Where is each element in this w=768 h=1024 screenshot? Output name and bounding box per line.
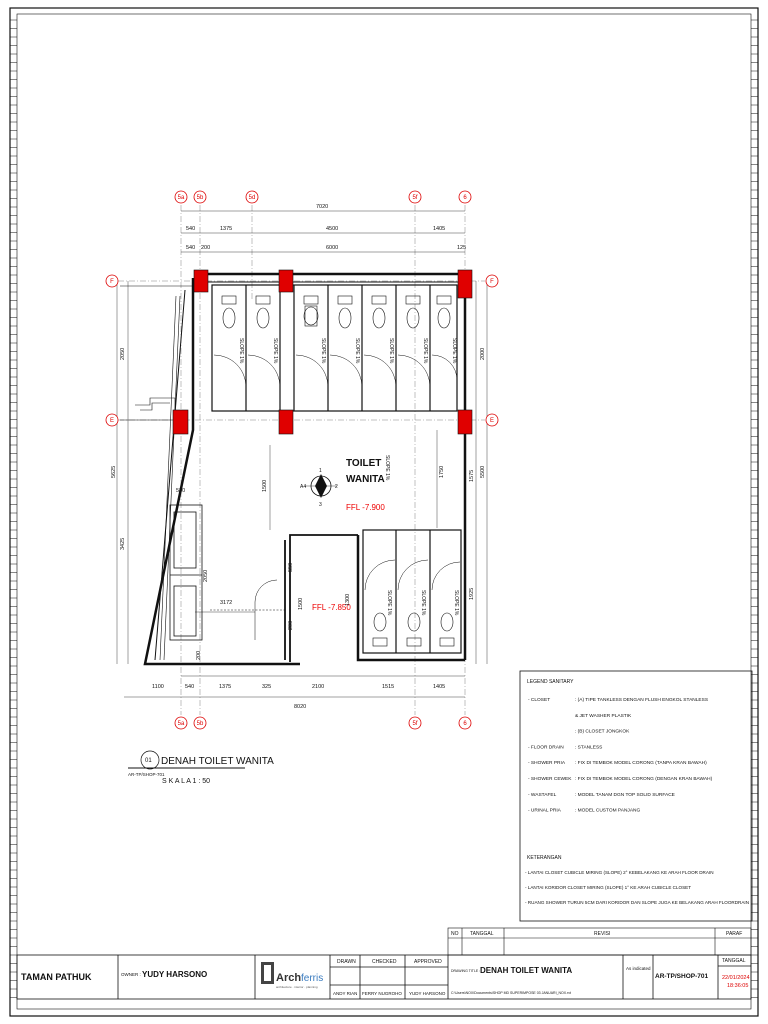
grid-top-5f: 5f [412,195,418,201]
grid-bot-5a: 5a [177,721,185,727]
notes-title: KETERANGAN [527,855,562,861]
section-marker [300,468,338,508]
slope-label-1: SLOPE 1% [238,338,244,364]
note-2: - LANTAI KORIDOR CLOSET MIRING (SLOPE) 1° KE ARAH CUBICLE CLOSET [525,885,692,890]
file-path: C:\Users\NOX\Documents\SHOP MD SUPERIMPOSE 03 JANUARI_NOX.rvt [451,991,571,995]
drawn-label: DRAWN [337,959,356,965]
dim-top3-1: 540 [186,245,196,251]
dim-top2-4: 1405 [433,226,446,232]
legend-box [520,671,752,921]
grid-left-f: F [110,279,114,285]
checked-label: CHECKED [372,959,397,965]
slope-label-3: SLOPE 1% [320,338,326,364]
view-scale: S K A L A 1 : 50 [162,778,211,785]
grid-top-5a: 5a [177,195,185,201]
legend-item-8: - URINAL PRIA [528,808,561,814]
legend-item-1: - CLOSET [528,698,551,703]
slope-label-7: SLOPE 1% [451,338,457,364]
dim-inner-9: 200 [288,620,294,630]
sheet-border-outer [10,8,758,1016]
dim-top3-3: 6000 [326,245,339,251]
ffl-main: FFL -7.900 [346,503,385,512]
grid-bot-5f: 5f [412,721,418,727]
slope-label-10: SLOPE 1% [453,590,459,616]
section-marker-n: 1 [319,468,322,474]
view-ref: AR-TP/SHOP-701 [128,772,165,777]
slope-label-2: SLOPE 1% [272,338,278,364]
dim-bot-2: 540 [185,684,195,690]
dim-bot-4: 325 [262,684,272,690]
view-number: 01 [145,758,152,764]
date-label: TANGGAL [722,958,746,964]
dim-inner-7: 1300 [345,593,351,606]
dim-bot-7: 1405 [433,684,446,690]
drawn-name: ANDY RIAN [333,991,358,996]
slope-label-room: SLOPE 1% [384,455,390,481]
room-title-2: WANITA [346,474,385,485]
dim-inner-11: 200 [196,650,202,660]
legend-item-4: - FLOOR DRAIN [528,745,564,751]
dim-bot-6: 1515 [382,684,395,690]
dim-top3-2: 200 [201,245,211,251]
dim-inner-1: 1500 [262,479,268,492]
dim-top2-3: 4500 [326,226,339,232]
dim-right-a: 1575 [469,469,475,482]
legend-desc-2: & JET WASHER PLASTIK [575,713,632,719]
dim-top-total: 7020 [316,204,329,210]
legend-item-6: - SHOWER CEWEK [528,777,572,782]
sheet-number: AR-TP/SHOP-701 [655,973,709,980]
floor-plan [106,191,498,729]
dim-left-upper: 2050 [120,347,126,360]
legend-desc-8: : MODEL CUSTOM PANJANG [575,808,641,814]
dim-left-total: 5625 [111,465,117,478]
rev-header-revisi: REVISI [594,931,611,937]
view-title [128,751,274,785]
dim-bot-1: 1100 [152,684,164,690]
legend-desc-5: : FIX DI TEMBOK MODEL CORONG (TANPA KRAN BAWAH) [575,761,707,767]
slope-label-9: SLOPE 1% [420,590,426,616]
slope-label-8: SLOPE 1% [386,590,392,616]
grid-right-e: E [489,418,495,424]
dim-inner-5: 3172 [220,600,233,606]
dim-inner-6: 1500 [298,597,304,610]
owner-label: OWNER : [121,972,141,977]
slope-label-5: SLOPE 1% [388,338,394,364]
dim-bot-total: 8020 [294,704,307,710]
checked-name: FERRY NUGROHO [362,991,402,996]
dim-right-total: 5500 [480,465,486,478]
sheet-date: 22/01/2024 [722,975,750,981]
legend-desc-4: : STANLESS [575,745,603,751]
legend-title: LEGEND SANITARY [527,679,574,685]
dim-left-lower: 3425 [120,537,126,550]
dim-inner-2: 1750 [439,465,445,478]
room-title-1: TOILET [346,458,382,469]
legend-desc-6: : FIX DI TEMBOK MODEL CORONG (DENGAN KRAN BAWAH) [575,777,713,782]
grid-left-e: E [109,418,115,424]
dim-bot-5: 2100 [312,684,325,690]
sheet-scale: As indicated [626,966,651,971]
rev-header-paraf: PARAF [726,931,743,937]
dim-inner-8: 550 [288,562,294,572]
section-marker-e: 2 [335,484,338,490]
section-marker-s: 3 [319,502,322,508]
note-3: - RUANG SHOWER TURUN 5CM DARI KORIDOR DAN SLOPE JUGA KE BELAKANG ARAH FLOORDRAIN [525,900,750,905]
dim-right-upper: 2000 [480,347,486,360]
section-marker-w: A4 [300,484,307,490]
approved-label: APPROVED [414,959,442,965]
drawing-title: DENAH TOILET WANITA [480,966,573,975]
legend-item-5: - SHOWER PRIA [528,761,566,767]
project-name: TAMAN PATHUK [21,972,92,982]
logo-tagline: architecture · interior · planning [276,985,318,989]
dim-top2-2: 1375 [220,226,233,232]
dim-top2-1: 540 [186,226,196,232]
rev-header-no: NO [451,931,459,937]
legend-desc-7: : MODEL TANAM DGN TOP SOLID SURFACE [575,792,675,798]
logo-accent: ferris [301,973,324,984]
dim-right-b: 1925 [469,587,475,600]
legend-item-7: - WASTAFEL [528,792,557,798]
slope-label-4: SLOPE 1% [354,338,360,364]
grid-top-5b: 5b [196,195,204,201]
view-name: DENAH TOILET WANITA [161,756,274,767]
owner-name: YUDY HARSONO [142,970,208,979]
drawing-title-label: DRAWING TITLE : [451,969,481,973]
grid-right-f: F [490,279,494,285]
legend-desc-3: : (B) CLOSET JONGKOK [575,729,630,735]
rev-header-date: TANGGAL [470,931,494,937]
grid-top-5d: 5d [248,195,256,201]
logo-main: Arch [276,972,302,984]
dim-inner-4: 2050 [203,569,209,582]
legend-desc-1: : (A) TIPE TANKLESS DENGAN FLUSH ENGKOL STANLESS [575,698,709,703]
grid-bot-5b: 5b [196,721,204,727]
dim-inner-3: 580 [176,488,186,494]
dim-top3-4: 125 [457,245,467,251]
grid-top-6: 6 [463,195,467,201]
sheet-time: 18:36:05 [727,983,749,989]
archferris-logo [261,962,323,989]
grid-bot-6: 6 [463,721,467,727]
ffl-corridor: FFL -7.850 [312,603,351,612]
note-1: - LANTAI CLOSET CUBICLE MIRING (SLOPE) 2° KEBELAKANG KE ARAH FLOOR DRAIN [525,870,714,875]
dim-bot-3: 1375 [219,684,232,690]
approved-name: YUDY HARSONO [409,991,446,996]
slope-label-6: SLOPE 1% [422,338,428,364]
